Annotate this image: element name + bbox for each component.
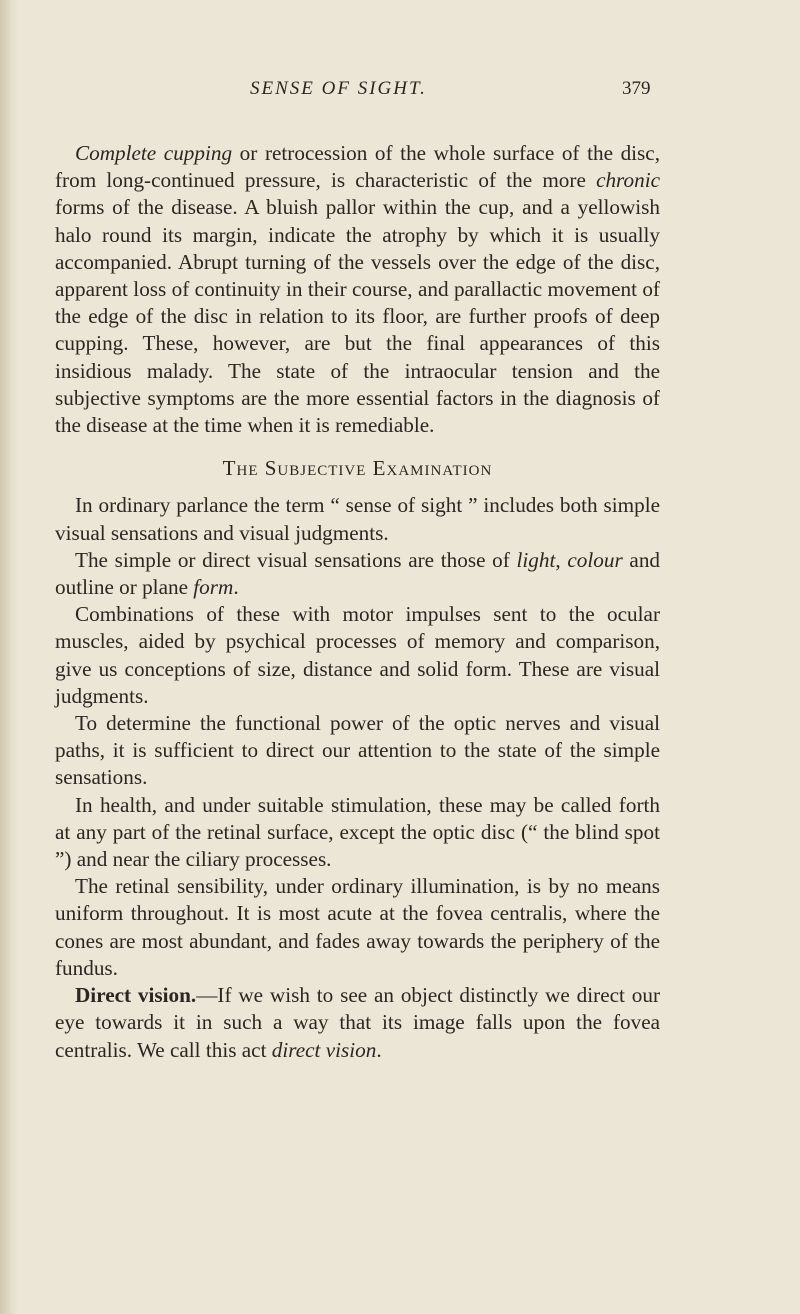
paragraph-direct-vision bbox=[55, 982, 660, 1064]
text-span: forms of the disease. A bluish pallor within the cup, and a yellowish halo round its margin, indicate the atrophy by which it is usually accompanied. Abrupt turning of the vessels over the edge of the disc, apparent loss of continuity in their course, and parallactic movement of the edge of the disc in relation to its floor, are further proofs of deep cupping. These, however, are but the final appearances of this insidious malady. The state of the intraocular tension and the subjective symptoms are the more essential factors in the diagnosis of the disease at the time when it is remediable. bbox=[55, 195, 660, 438]
section-heading: The Subjective Examination bbox=[222, 456, 493, 481]
runin-heading: Direct vision. bbox=[75, 983, 197, 1008]
page-header bbox=[0, 78, 800, 106]
text-span: . bbox=[233, 575, 239, 600]
page-edge-shadow bbox=[0, 0, 18, 1314]
paragraph-simple-sensations bbox=[55, 547, 660, 601]
italic-term: chronic bbox=[596, 168, 660, 193]
paragraph-complete-cupping bbox=[55, 140, 660, 439]
paragraph-in-health: In health, and under suitable stimulation, these may be called forth at any part of the retinal surface, except the optic disc (“ the blind spot ”) and near the ciliary processes. bbox=[55, 792, 660, 872]
paragraph-combinations: Combinations of these with motor impulses sent to the ocular muscles, aided by psychical processes of memory and comparison, give us conceptions of size, distance and solid form. These are visual judgments. bbox=[55, 602, 660, 708]
italic-term: colour bbox=[567, 547, 623, 572]
paragraph-sense-of-sight: In ordinary parlance the term “ sense of sight ” includes both simple visual sensations and visual judgments. bbox=[55, 493, 660, 545]
paragraph-functional-power: To determine the functional power of the optic nerves and visual paths, it is sufficient to direct our attention to the state of the simple sensations. bbox=[55, 711, 660, 790]
italic-term: direct vision bbox=[271, 1037, 377, 1062]
italic-term: light bbox=[516, 547, 556, 572]
text-span: The simple or direct visual sensations are those of bbox=[75, 547, 517, 572]
running-head: SENSE OF SIGHT. bbox=[250, 78, 427, 99]
page-body bbox=[55, 140, 660, 1064]
text-span: or retrocession of the whole surface of the disc, from long-continued pressure, is characteristic of the more bbox=[55, 141, 661, 193]
page-number: 379 bbox=[622, 78, 651, 99]
italic-term: Complete cupping bbox=[75, 141, 233, 165]
text-span: , bbox=[555, 547, 568, 572]
italic-term: form bbox=[193, 575, 234, 600]
paragraph-retinal-sensibility: The retinal sensibility, under ordinary illumination, is by no means uniform throughout. It is most acute at the fovea centralis, where the cones are most abundant, and fades away towards the periphery of the fundus. bbox=[55, 874, 660, 980]
text-span: and outline or plane bbox=[55, 547, 661, 600]
text-span: . bbox=[376, 1037, 382, 1062]
text-span: —If we wish to see an object distinctly we direct our eye towards it in such a way that its image falls upon the fovea centralis. We call this act bbox=[55, 983, 660, 1062]
